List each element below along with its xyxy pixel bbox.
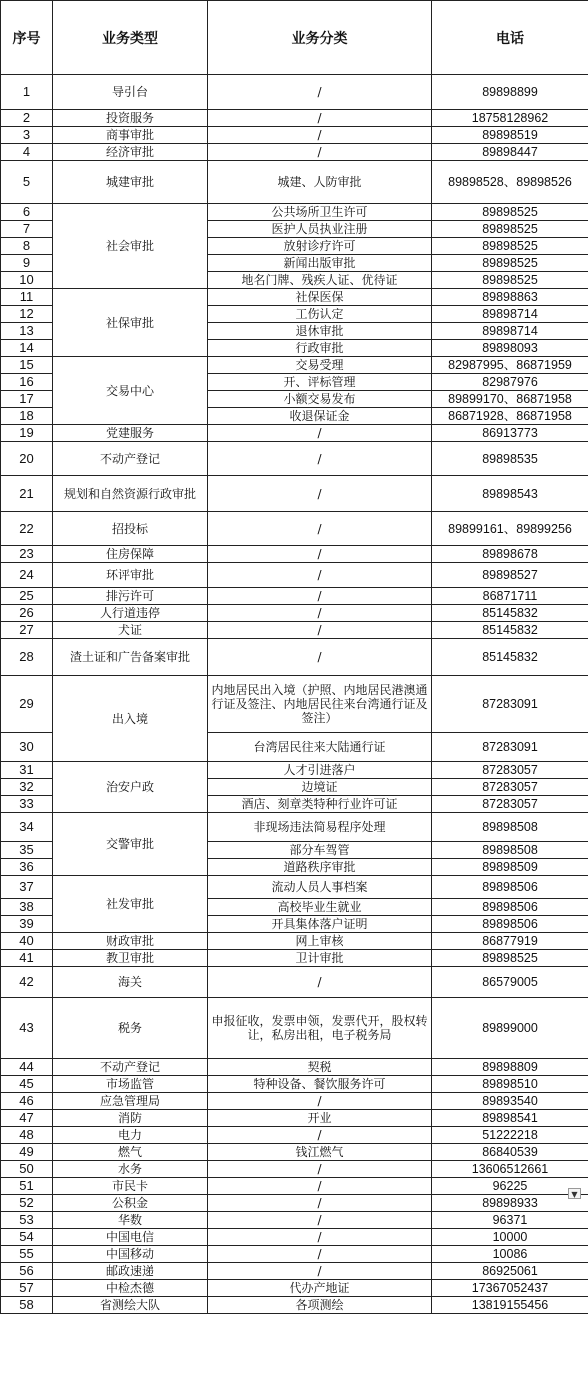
business-category: 道路秩序审批 <box>208 859 432 876</box>
business-type: 税务 <box>53 998 208 1059</box>
phone-number: 51222218 <box>432 1127 588 1144</box>
row-number: 20 <box>1 442 53 476</box>
business-category: / <box>208 127 432 144</box>
phone-number: 89898519 <box>432 127 588 144</box>
table-row <box>1 127 588 144</box>
phone-number: 89898525 <box>432 255 588 272</box>
phone-number: 86925061 <box>432 1263 588 1280</box>
row-number: 40 <box>1 933 53 950</box>
business-type: 邮政速递 <box>53 1263 208 1280</box>
business-category: / <box>208 1161 432 1178</box>
row-number: 42 <box>1 967 53 998</box>
business-category: / <box>208 1195 432 1212</box>
table-row <box>1 1144 588 1161</box>
table-row <box>1 425 588 442</box>
row-number: 29 <box>1 676 53 733</box>
phone-number: 89898525 <box>432 238 588 255</box>
row-number: 4 <box>1 144 53 161</box>
business-category: 退休审批 <box>208 323 432 340</box>
phone-number: 89898510 <box>432 1076 588 1093</box>
row-number: 30 <box>1 733 53 762</box>
business-type: 应急管理局 <box>53 1093 208 1110</box>
business-type: 交易中心 <box>53 357 208 425</box>
business-category: 地名门牌、残疾人证、优待证 <box>208 272 432 289</box>
business-type: 消防 <box>53 1110 208 1127</box>
row-number: 33 <box>1 796 53 813</box>
phone-number: 85145832 <box>432 639 588 676</box>
business-category: 新闻出版审批 <box>208 255 432 272</box>
row-number: 44 <box>1 1059 53 1076</box>
row-number: 54 <box>1 1229 53 1246</box>
business-category: / <box>208 75 432 110</box>
table-row <box>1 442 588 476</box>
phone-number: 89898525 <box>432 272 588 289</box>
phone-number: 89898525 <box>432 221 588 238</box>
phone-number: 10000 <box>432 1229 588 1246</box>
business-category: 公共场所卫生许可 <box>208 204 432 221</box>
phone-number: 89898535 <box>432 442 588 476</box>
row-number: 38 <box>1 899 53 916</box>
header-row <box>1 1 588 75</box>
phone-number: 89898543 <box>432 476 588 512</box>
business-category: 非现场违法简易程序处理 <box>208 813 432 842</box>
table-row <box>1 676 588 733</box>
table-row <box>1 289 588 306</box>
table-row <box>1 1093 588 1110</box>
business-type: 省测绘大队 <box>53 1297 208 1314</box>
business-category: / <box>208 588 432 605</box>
row-number: 35 <box>1 842 53 859</box>
business-type: 经济审批 <box>53 144 208 161</box>
phone-number: 86877919 <box>432 933 588 950</box>
phone-number: 17367052437 <box>432 1280 588 1297</box>
header-category: 业务分类 <box>208 1 432 75</box>
phone-number: 89898933 <box>432 1195 588 1212</box>
chevron-down-icon[interactable]: ▼ <box>568 1188 581 1199</box>
row-number: 37 <box>1 876 53 899</box>
phone-number: 89898508 <box>432 813 588 842</box>
business-category: 交易受理 <box>208 357 432 374</box>
business-category: 流动人员人事档案 <box>208 876 432 899</box>
business-category: / <box>208 605 432 622</box>
phone-number: 87283091 <box>432 676 588 733</box>
row-number: 28 <box>1 639 53 676</box>
business-category: 边境证 <box>208 779 432 796</box>
business-category: 人才引进落户 <box>208 762 432 779</box>
row-number: 21 <box>1 476 53 512</box>
table-row <box>1 1229 588 1246</box>
business-type: 中国电信 <box>53 1229 208 1246</box>
row-number: 14 <box>1 340 53 357</box>
row-number: 11 <box>1 289 53 306</box>
row-number: 36 <box>1 859 53 876</box>
row-number: 25 <box>1 588 53 605</box>
row-number: 41 <box>1 950 53 967</box>
business-type: 水务 <box>53 1161 208 1178</box>
phone-number: 86840539 <box>432 1144 588 1161</box>
row-number: 9 <box>1 255 53 272</box>
row-number: 51 <box>1 1178 53 1195</box>
row-number: 18 <box>1 408 53 425</box>
row-number: 24 <box>1 563 53 588</box>
table-row <box>1 876 588 899</box>
phone-number: 89898506 <box>432 916 588 933</box>
phone-number: 89898506 <box>432 899 588 916</box>
phone-number: 89898525 <box>432 204 588 221</box>
phone-number: 89899170、86871958 <box>432 391 588 408</box>
business-type: 财政审批 <box>53 933 208 950</box>
row-number: 39 <box>1 916 53 933</box>
business-category: / <box>208 967 432 998</box>
phone-number: 87283091 <box>432 733 588 762</box>
business-type: 燃气 <box>53 1144 208 1161</box>
table-row <box>1 762 588 779</box>
business-category: 酒店、刻章类特种行业许可证 <box>208 796 432 813</box>
table-row <box>1 1212 588 1229</box>
business-category: 开、评标管理 <box>208 374 432 391</box>
phone-number: 86579005 <box>432 967 588 998</box>
business-type: 不动产登记 <box>53 1059 208 1076</box>
phone-number: 89898447 <box>432 144 588 161</box>
business-category: 收退保证金 <box>208 408 432 425</box>
table-row <box>1 1076 588 1093</box>
phone-number: 13606512661 <box>432 1161 588 1178</box>
table-row <box>1 75 588 110</box>
row-number: 50 <box>1 1161 53 1178</box>
row-number: 26 <box>1 605 53 622</box>
business-type: 招投标 <box>53 512 208 546</box>
phone-number: 89899000 <box>432 998 588 1059</box>
business-category: 行政审批 <box>208 340 432 357</box>
business-category: / <box>208 563 432 588</box>
row-number: 2 <box>1 110 53 127</box>
business-category: 小额交易发布 <box>208 391 432 408</box>
table-row <box>1 588 588 605</box>
phone-number: 87283057 <box>432 762 588 779</box>
row-number: 43 <box>1 998 53 1059</box>
business-category: / <box>208 546 432 563</box>
row-number: 46 <box>1 1093 53 1110</box>
table-row <box>1 110 588 127</box>
business-category: / <box>208 1127 432 1144</box>
table-row <box>1 1195 588 1212</box>
phone-number: 89898714 <box>432 306 588 323</box>
business-category: 特种设备、餐饮服务许可 <box>208 1076 432 1093</box>
row-number: 8 <box>1 238 53 255</box>
row-number: 47 <box>1 1110 53 1127</box>
row-number: 19 <box>1 425 53 442</box>
business-type: 犬证 <box>53 622 208 639</box>
row-number: 13 <box>1 323 53 340</box>
business-category: 开业 <box>208 1110 432 1127</box>
table-row <box>1 144 588 161</box>
table-row <box>1 1161 588 1178</box>
business-category: 医护人员执业注册 <box>208 221 432 238</box>
table-row <box>1 476 588 512</box>
phone-number: 96371 <box>432 1212 588 1229</box>
business-type: 交警审批 <box>53 813 208 876</box>
business-category: 台湾居民往来大陆通行证 <box>208 733 432 762</box>
business-type: 公积金 <box>53 1195 208 1212</box>
table-row <box>1 357 588 374</box>
business-type: 出入境 <box>53 676 208 762</box>
business-category: / <box>208 1178 432 1195</box>
table-row <box>1 950 588 967</box>
business-category: 钱江燃气 <box>208 1144 432 1161</box>
business-category: 代办产地证 <box>208 1280 432 1297</box>
phone-number: 89898714 <box>432 323 588 340</box>
business-category: 开具集体落户证明 <box>208 916 432 933</box>
business-category: / <box>208 512 432 546</box>
business-type: 环评审批 <box>53 563 208 588</box>
table-row <box>1 546 588 563</box>
business-type: 导引台 <box>53 75 208 110</box>
phone-number: 10086 <box>432 1246 588 1263</box>
row-number: 6 <box>1 204 53 221</box>
row-number: 45 <box>1 1076 53 1093</box>
row-number: 12 <box>1 306 53 323</box>
row-number: 23 <box>1 546 53 563</box>
business-type: 中国移动 <box>53 1246 208 1263</box>
business-type: 投资服务 <box>53 110 208 127</box>
table-row <box>1 161 588 204</box>
business-type: 治安户政 <box>53 762 208 813</box>
table-row <box>1 563 588 588</box>
row-number: 27 <box>1 622 53 639</box>
row-number: 22 <box>1 512 53 546</box>
business-type: 社保审批 <box>53 289 208 357</box>
phone-number: 89898509 <box>432 859 588 876</box>
business-category: / <box>208 1093 432 1110</box>
phone-number: 89893540 <box>432 1093 588 1110</box>
phone-number: 86871928、86871958 <box>432 408 588 425</box>
row-number: 57 <box>1 1280 53 1297</box>
business-category: / <box>208 622 432 639</box>
business-type: 党建服务 <box>53 425 208 442</box>
business-category: 卫计审批 <box>208 950 432 967</box>
business-type: 不动产登记 <box>53 442 208 476</box>
business-category: / <box>208 476 432 512</box>
header-phone: 电话 <box>432 1 588 75</box>
business-category: / <box>208 1229 432 1246</box>
phone-number: 82987995、86871959 <box>432 357 588 374</box>
phone-number: 86913773 <box>432 425 588 442</box>
phone-number: 87283057 <box>432 796 588 813</box>
row-number: 7 <box>1 221 53 238</box>
business-type: 排污许可 <box>53 588 208 605</box>
business-category: / <box>208 639 432 676</box>
phone-number: 85145832 <box>432 622 588 639</box>
phone-number: 86871711 <box>432 588 588 605</box>
phone-number: 13819155456 <box>432 1297 588 1314</box>
table-row <box>1 639 588 676</box>
row-number: 32 <box>1 779 53 796</box>
business-category: / <box>208 1212 432 1229</box>
row-number: 55 <box>1 1246 53 1263</box>
business-type: 社发审批 <box>53 876 208 933</box>
business-type: 中检杰德 <box>53 1280 208 1297</box>
phone-number: 89898678 <box>432 546 588 563</box>
business-type: 社会审批 <box>53 204 208 289</box>
business-category: 社保医保 <box>208 289 432 306</box>
phone-number: 18758128962 <box>432 110 588 127</box>
table-row <box>1 1263 588 1280</box>
business-type: 渣土证和广告备案审批 <box>53 639 208 676</box>
table-row <box>1 1110 588 1127</box>
table-row <box>1 1178 588 1195</box>
row-number: 15 <box>1 357 53 374</box>
business-type: 电力 <box>53 1127 208 1144</box>
phone-number: 89898899 <box>432 75 588 110</box>
business-category: / <box>208 110 432 127</box>
phone-number: 87283057 <box>432 779 588 796</box>
business-category: / <box>208 425 432 442</box>
business-type: 教卫审批 <box>53 950 208 967</box>
row-number: 48 <box>1 1127 53 1144</box>
row-number: 58 <box>1 1297 53 1314</box>
business-category: 各项测绘 <box>208 1297 432 1314</box>
phone-number: 89899161、89899256 <box>432 512 588 546</box>
table-row <box>1 605 588 622</box>
table-row <box>1 512 588 546</box>
phone-number: 89898863 <box>432 289 588 306</box>
table-row <box>1 813 588 842</box>
row-number: 31 <box>1 762 53 779</box>
row-number: 17 <box>1 391 53 408</box>
row-number: 53 <box>1 1212 53 1229</box>
business-type: 规划和自然资源行政审批 <box>53 476 208 512</box>
business-type: 城建审批 <box>53 161 208 204</box>
row-number: 52 <box>1 1195 53 1212</box>
business-category: 网上审核 <box>208 933 432 950</box>
business-category: / <box>208 1246 432 1263</box>
business-category: 高校毕业生就业 <box>208 899 432 916</box>
phone-number: 89898541 <box>432 1110 588 1127</box>
table-row <box>1 1246 588 1263</box>
row-number: 3 <box>1 127 53 144</box>
phone-number: 89898527 <box>432 563 588 588</box>
table-row <box>1 1127 588 1144</box>
business-category: / <box>208 1263 432 1280</box>
phone-number: 89898093 <box>432 340 588 357</box>
business-category: 城建、人防审批 <box>208 161 432 204</box>
business-type: 市民卡 <box>53 1178 208 1195</box>
business-category: 放射诊疗许可 <box>208 238 432 255</box>
row-number: 34 <box>1 813 53 842</box>
table-row <box>1 967 588 998</box>
phone-number: 89898506 <box>432 876 588 899</box>
business-type: 海关 <box>53 967 208 998</box>
header-type: 业务类型 <box>53 1 208 75</box>
phone-number: 82987976 <box>432 374 588 391</box>
phone-number: 89898508 <box>432 842 588 859</box>
business-type: 人行道违停 <box>53 605 208 622</box>
business-type: 华数 <box>53 1212 208 1229</box>
business-category: 申报征收，发票申领，发票代开，股权转让，私房出租，电子税务局 <box>208 998 432 1059</box>
row-number: 10 <box>1 272 53 289</box>
business-type: 住房保障 <box>53 546 208 563</box>
row-number: 56 <box>1 1263 53 1280</box>
business-type: 市场监管 <box>53 1076 208 1093</box>
header-no: 序号 <box>1 1 53 75</box>
table-row <box>1 1059 588 1076</box>
row-number: 5 <box>1 161 53 204</box>
row-number: 16 <box>1 374 53 391</box>
business-category: 契税 <box>208 1059 432 1076</box>
phone-number: 89898525 <box>432 950 588 967</box>
row-number: 1 <box>1 75 53 110</box>
table-row <box>1 1280 588 1297</box>
table-row <box>1 933 588 950</box>
table-row <box>1 998 588 1059</box>
phone-number: 96225 <box>432 1178 588 1195</box>
business-category: / <box>208 442 432 476</box>
business-category: 内地居民出入境（护照、内地居民港澳通行证及签注、内地居民往来台湾通行证及签注） <box>208 676 432 733</box>
row-number: 49 <box>1 1144 53 1161</box>
business-category: 部分车驾管 <box>208 842 432 859</box>
table-row <box>1 1297 588 1314</box>
business-category: 工伤认定 <box>208 306 432 323</box>
business-category: / <box>208 144 432 161</box>
phone-number: 89898809 <box>432 1059 588 1076</box>
phone-number: 85145832 <box>432 605 588 622</box>
table-row <box>1 204 588 221</box>
table-row <box>1 622 588 639</box>
business-type: 商事审批 <box>53 127 208 144</box>
phone-number: 89898528、89898526 <box>432 161 588 204</box>
